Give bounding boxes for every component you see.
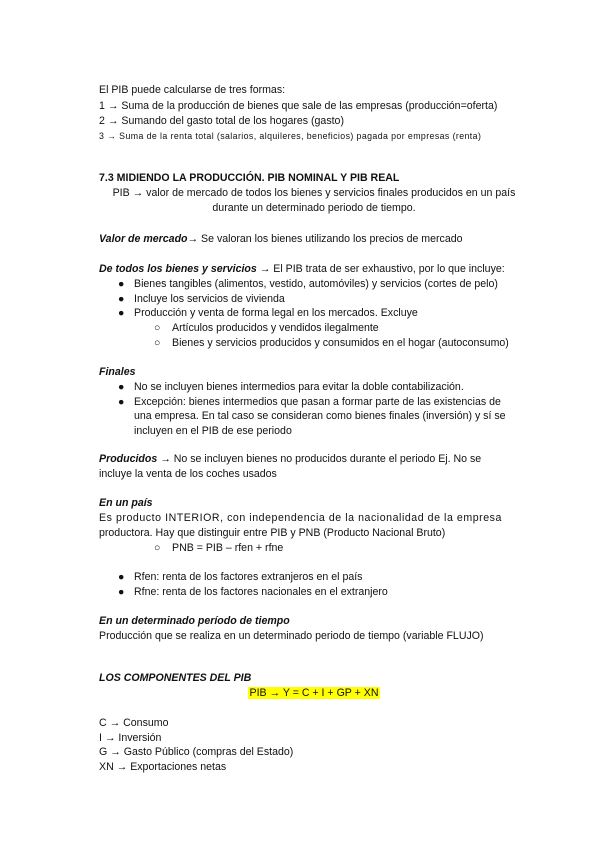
producidos-label: Producidos <box>99 453 158 465</box>
bullet-icon: ● <box>118 293 125 305</box>
bullet-icon: ● <box>118 396 125 408</box>
list-item-line: Excepción: bienes intermedios que pasan a formar parte de las existencias de <box>134 396 501 408</box>
pib-definition-line2: durante un determinado periodo de tiempo. <box>212 202 416 214</box>
bullet-icon: ● <box>118 278 125 290</box>
list-item: Rfen: renta de los factores extranjeros en el país <box>134 571 363 583</box>
calc-form-3: 3 → Suma de la renta total (salarios, alquileres, beneficios) pagada por empresas (renta) <box>99 131 482 141</box>
sub-list-item: Artículos producidos y vendidos ilegalmente <box>172 322 379 334</box>
component-item: I → Inversión <box>99 732 162 744</box>
list-item-line: incluyen en el PIB de ese periodo <box>134 425 292 437</box>
bullet-icon: ● <box>118 381 125 393</box>
calc-form-2: 2 → Sumando del gasto total de los hogares (gasto) <box>99 115 344 127</box>
intro-lead: El PIB puede calcularse de tres formas: <box>99 84 286 96</box>
calc-form-1: 1 → Suma de la producción de bienes que sale de las empresas (producción=oferta) <box>99 100 498 112</box>
component-item: G → Gasto Público (compras del Estado) <box>99 746 294 758</box>
periodo-text: Producción que se realiza en un determinado periodo de tiempo (variable FLUJO) <box>99 630 484 642</box>
en-un-pais-line2: productora. Hay que distinguir entre PIB y PNB (Producto Nacional Bruto) <box>99 527 446 539</box>
producidos-text: → No se incluyen bienes no producidos durante el periodo Ej. No se <box>157 453 482 465</box>
hollow-bullet-icon: ○ <box>154 322 161 334</box>
sub-list-item: Bienes y servicios producidos y consumidos en el hogar (autoconsumo) <box>172 337 509 349</box>
pib-definition-line1: PIB → valor de mercado de todos los bienes y servicios finales producidos en un país <box>112 187 516 199</box>
en-un-pais-line1: Es producto INTERIOR, con independencia de la nacionalidad de la empresa <box>99 512 502 524</box>
list-item-line: una empresa. En tal caso se consideran como bienes finales (inversión) y sí se <box>134 410 506 422</box>
producidos-paragraph <box>99 452 481 466</box>
pib-formula-highlight: PIB → Y = C + I + GP + XN <box>249 687 379 699</box>
todos-bienes-label: De todos los bienes y servicios <box>99 263 257 275</box>
todos-bienes-text: → El PIB trata de ser exhaustivo, por lo que incluye: <box>256 263 505 275</box>
valor-mercado-label: Valor de mercado <box>99 233 188 245</box>
bullet-icon: ● <box>118 307 125 319</box>
bullet-icon: ● <box>118 586 125 598</box>
valor-mercado-paragraph <box>99 232 463 246</box>
en-un-pais-label: En un país <box>99 497 153 509</box>
todos-bienes-paragraph <box>99 262 505 276</box>
list-item: Incluye los servicios de vivienda <box>134 293 285 305</box>
bullet-icon: ● <box>118 571 125 583</box>
list-item: Rfne: renta de los factores nacionales en el extranjero <box>134 586 388 598</box>
finales-label: Finales <box>99 366 136 378</box>
component-item: C → Consumo <box>99 717 169 729</box>
section-heading: 7.3 MIDIENDO LA PRODUCCIÓN. PIB NOMINAL Y PIB REAL <box>99 172 400 184</box>
componentes-heading: LOS COMPONENTES DEL PIB <box>99 672 252 684</box>
pib-formula-line <box>99 686 529 700</box>
component-item: XN → Exportaciones netas <box>99 761 227 773</box>
list-item: Bienes tangibles (alimentos, vestido, automóviles) y servicios (cortes de pelo) <box>134 278 498 290</box>
periodo-label: En un determinado período de tiempo <box>99 615 290 627</box>
pnb-formula: PNB = PIB – rfen + rfne <box>172 542 284 554</box>
list-item: Producción y venta de forma legal en los mercados. Excluye <box>134 307 418 319</box>
hollow-bullet-icon: ○ <box>154 337 161 349</box>
valor-mercado-text: → Se valoran los bienes utilizando los precios de mercado <box>187 233 463 245</box>
hollow-bullet-icon: ○ <box>154 542 161 554</box>
producidos-text-line2: incluye la venta de los coches usados <box>99 468 277 480</box>
list-item: No se incluyen bienes intermedios para evitar la doble contabilización. <box>134 381 464 393</box>
